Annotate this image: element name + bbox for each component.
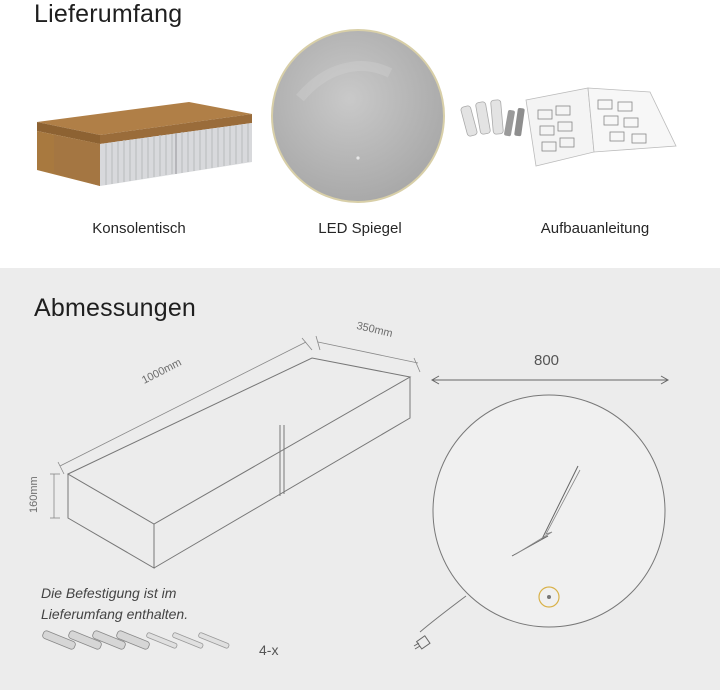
dimensions-section	[0, 268, 720, 690]
wall-plugs-icon	[460, 100, 525, 137]
table-width-label: 1000mm	[140, 356, 184, 387]
led-mirror-image	[270, 28, 446, 204]
hardware-quantity: 4-x	[259, 642, 279, 658]
item-label-manual: Aufbauanleitung	[540, 220, 650, 237]
delivery-section	[0, 0, 720, 268]
assembly-parts-image	[458, 82, 678, 172]
mirror-width-arrow	[430, 374, 670, 386]
dimensions-title: Abmessungen	[34, 294, 197, 322]
mounting-note-line1: Die Befestigung ist im	[41, 585, 177, 601]
item-label-led-mirror: LED Spiegel	[318, 220, 402, 237]
table-height-label: 160mm	[28, 476, 40, 513]
mirror-width-label: 800	[534, 352, 560, 369]
item-label-console-table: Konsolentisch	[92, 220, 186, 237]
table-depth-label: 350mm	[355, 320, 394, 340]
mounting-note	[41, 583, 188, 625]
power-plug-icon	[412, 634, 438, 654]
manual-booklet-icon	[526, 88, 676, 166]
table-dimension-drawing	[30, 300, 430, 570]
mounting-hardware-image	[40, 630, 250, 662]
console-table-image	[34, 98, 259, 193]
mounting-note-line2: Lieferumfang enthalten.	[41, 606, 189, 622]
delivery-title: Lieferumfang	[34, 0, 183, 28]
mirror-dimension-drawing	[430, 394, 670, 634]
